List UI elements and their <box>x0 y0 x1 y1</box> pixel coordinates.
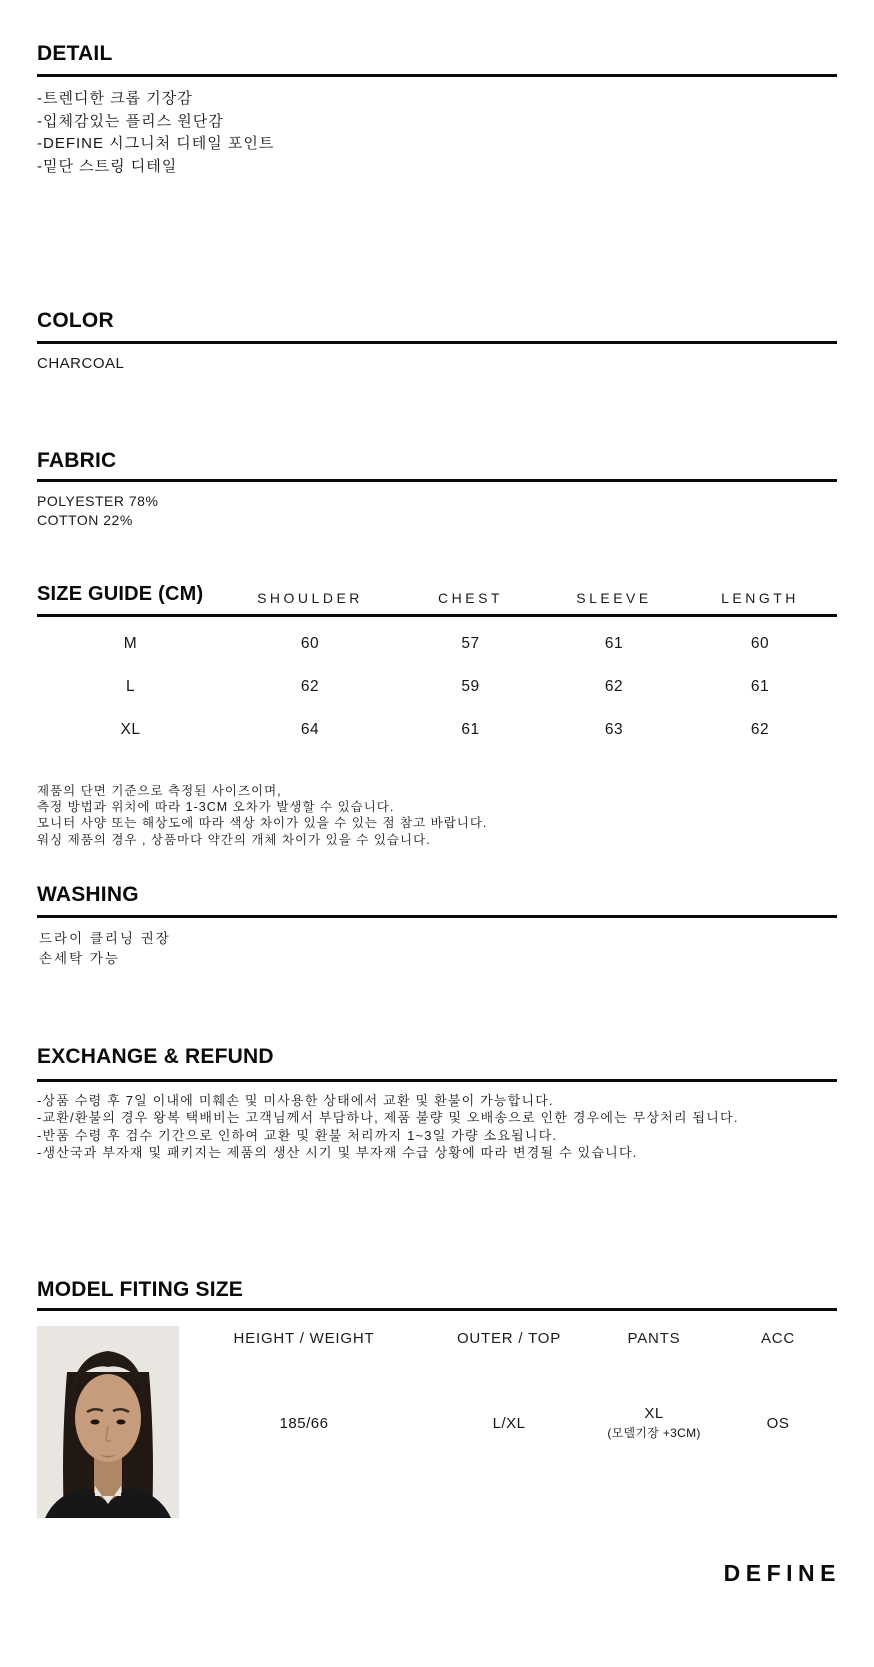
table-cell: 61 <box>461 720 480 738</box>
policy-line: -교환/환불의 경우 왕복 택배비는 고객님께서 부담하나, 제품 불량 및 오배송으로 인한 경우에는 무상처리 됩니다. <box>37 1110 739 1126</box>
column-length: LENGTH <box>721 590 799 606</box>
table-cell: 60 <box>750 634 770 652</box>
pants-note: (모델기장 +3CM) <box>607 1426 701 1440</box>
washing-divider <box>37 915 837 918</box>
table-cell: 60 <box>300 634 320 652</box>
policy-line: -생산국과 부자재 및 패키지는 제품의 생산 시기 및 부자재 수급 상황에 따라 변경될 수 있습니다. <box>37 1144 638 1160</box>
washing-line: 드라이 클리닝 권장 <box>39 931 171 946</box>
table-cell: 63 <box>604 720 624 738</box>
model-fitting-header-row <box>179 1330 837 1347</box>
table-cell: 59 <box>461 677 480 695</box>
column-shoulder: SHOULDER <box>257 590 363 606</box>
column-chest: CHEST <box>438 590 503 606</box>
size-label: M <box>123 634 138 652</box>
note-line: 워싱 제품의 경우 , 상품마다 약간의 개체 차이가 있을 수 있습니다. <box>37 832 431 847</box>
detail-divider <box>37 74 837 77</box>
pants-value <box>589 1405 719 1441</box>
table-row <box>37 665 837 708</box>
table-cell: 61 <box>604 634 624 652</box>
note-line: 모니터 사양 또는 해상도에 따라 색상 차이가 있을 수 있는 점 참고 바랍니다. <box>37 816 488 831</box>
size-guide-header-row <box>37 583 837 606</box>
note-line: 제품의 단면 기준으로 측정된 사이즈이며, <box>37 784 282 798</box>
size-guide-title: SIZE GUIDE (CM) <box>37 583 204 605</box>
washing-title: WASHING <box>37 883 139 906</box>
note-line: 측정 방법과 위치에 따라 1-3CM 오차가 발생할 수 있습니다. <box>37 800 395 815</box>
detail-line: -밑단 스트링 디테일 <box>37 157 178 175</box>
model-fitting-title: MODEL FITING SIZE <box>37 1278 244 1301</box>
policy-line: -상품 수령 후 7일 이내에 미훼손 및 미사용한 상태에서 교환 및 환불이 가능합니다. <box>37 1093 554 1108</box>
table-row <box>37 708 837 751</box>
color-value: CHARCOAL <box>37 355 125 372</box>
table-cell: 62 <box>750 720 770 738</box>
table-cell: 62 <box>300 677 320 695</box>
table-cell: 61 <box>750 677 770 695</box>
policy-line: -반품 수령 후 검수 기간으로 인하여 교환 및 환불 처리까지 1~3일 가량 소요됩니다. <box>37 1127 558 1143</box>
acc-value: OS <box>766 1414 790 1432</box>
size-label: L <box>125 677 136 695</box>
height-weight-value: 185/66 <box>279 1414 329 1432</box>
detail-line: -트렌디한 크롭 기장감 <box>37 90 193 107</box>
brand-logo: DEFINE <box>723 1560 841 1586</box>
fabric-title: FABRIC <box>37 449 117 472</box>
column-height-weight: HEIGHT / WEIGHT <box>233 1330 375 1347</box>
column-pants: PANTS <box>627 1330 681 1347</box>
fabric-line: COTTON 22% <box>37 512 133 528</box>
detail-line: -DEFINE 시그니처 디테일 포인트 <box>37 135 275 152</box>
column-sleeve: SLEEVE <box>576 590 652 606</box>
exchange-refund-list <box>37 1092 739 1161</box>
fabric-divider <box>37 479 837 482</box>
pants-size: XL <box>644 1405 664 1422</box>
size-guide-table <box>37 622 837 751</box>
washing-line: 손세탁 가능 <box>39 951 120 966</box>
table-cell: 62 <box>604 677 624 695</box>
column-acc: ACC <box>760 1330 796 1347</box>
table-cell: 64 <box>300 720 320 738</box>
model-fitting-table <box>179 1330 837 1441</box>
model-portrait-illustration <box>37 1326 179 1518</box>
size-guide-divider <box>37 614 837 617</box>
size-guide-notes <box>37 783 487 848</box>
outer-top-value: L/XL <box>492 1414 526 1432</box>
color-divider <box>37 341 837 344</box>
detail-title: DETAIL <box>37 42 113 65</box>
color-title: COLOR <box>37 309 114 332</box>
fabric-line: POLYESTER 78% <box>37 493 159 509</box>
exchange-refund-title: EXCHANGE & REFUND <box>37 1045 274 1068</box>
exchange-refund-divider <box>37 1079 837 1082</box>
model-fitting-value-row <box>179 1405 837 1441</box>
column-outer-top: OUTER / TOP <box>456 1330 562 1347</box>
fabric-list <box>37 492 158 530</box>
model-photo <box>37 1326 179 1518</box>
table-cell: 57 <box>461 634 480 652</box>
detail-line: -입체감있는 플리스 원단감 <box>37 112 224 130</box>
table-row <box>37 622 837 665</box>
washing-list <box>39 929 171 969</box>
detail-list <box>37 88 274 178</box>
size-label: XL <box>120 720 141 738</box>
model-fitting-divider <box>37 1308 837 1311</box>
